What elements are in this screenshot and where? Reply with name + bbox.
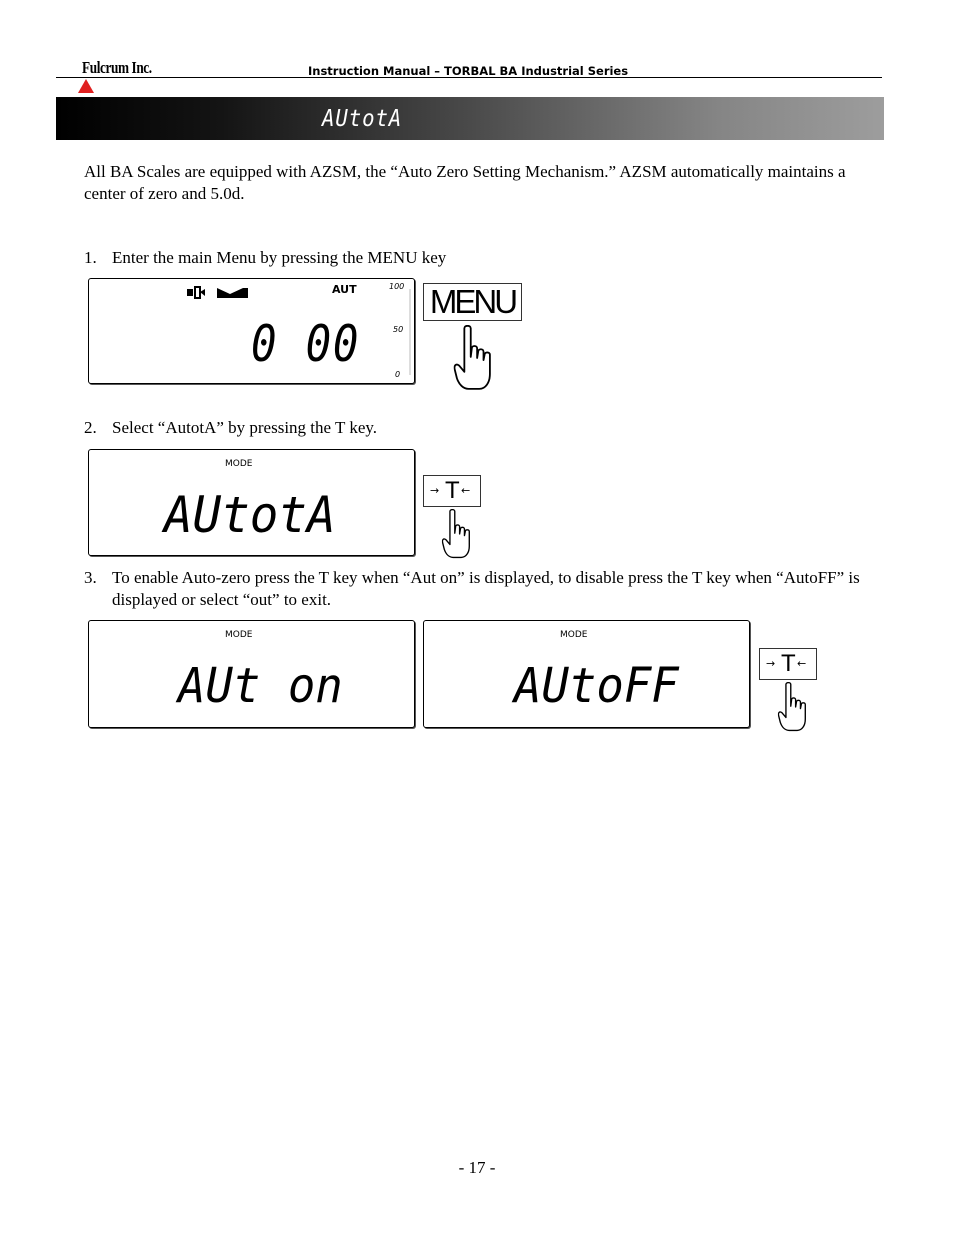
step-number: 3. — [84, 568, 97, 587]
section-banner — [56, 97, 884, 140]
pointing-hand-icon — [452, 325, 498, 391]
mode-label: MODE — [225, 459, 253, 469]
stable-indicator-icon — [217, 288, 248, 298]
arrow-left-icon: ← — [797, 657, 807, 670]
section-title: AUtotA — [322, 106, 403, 132]
step-number: 1. — [84, 248, 97, 267]
lcd-display-aut-on — [88, 620, 415, 728]
step-text: Select “AutotA” by pressing the T key. — [112, 418, 378, 437]
tare-key-label: T — [445, 477, 460, 504]
display-reading: AUtoFF — [514, 658, 679, 714]
menu-key-label: MENU — [429, 283, 516, 320]
mode-label: MODE — [560, 630, 588, 640]
step-number: 2. — [84, 418, 97, 437]
pointing-hand-icon — [441, 509, 475, 559]
lcd-display-autota — [88, 449, 415, 556]
mode-label: MODE — [225, 630, 253, 640]
tare-key[interactable] — [759, 648, 817, 680]
tare-key-label: T — [781, 650, 796, 677]
tare-key[interactable] — [423, 475, 481, 507]
pointing-hand-icon — [777, 682, 811, 732]
scale-0-label: 0 — [395, 370, 401, 379]
arrow-right-icon: → — [430, 484, 440, 497]
aut-indicator: AUT — [332, 283, 357, 296]
page-number: - 17 - — [458, 1158, 496, 1177]
lcd-display-autoff — [423, 620, 750, 728]
display-reading: AUtotA — [164, 486, 336, 544]
lcd-display-menu — [88, 278, 415, 384]
arrow-right-icon: → — [766, 657, 776, 670]
scale-50-label: 50 — [393, 325, 404, 334]
company-logo: Fulcrum Inc. — [82, 58, 152, 77]
logo-triangle-icon — [78, 79, 94, 93]
display-reading: AUt on — [178, 658, 343, 714]
arrow-left-icon: ← — [461, 484, 471, 497]
scale-100-label: 100 — [389, 282, 405, 291]
step-text: To enable Auto-zero press the T key when “Aut on” is displayed, to disable press the T key when “AutoFF” is displayed or select “out” to exit. — [112, 568, 860, 609]
manual-title: Instruction Manual – TORBAL BA Industrial Series — [308, 64, 629, 78]
step-text: Enter the main Menu by pressing the MENU key — [112, 248, 447, 267]
zero-indicator-icon — [187, 287, 205, 298]
menu-key[interactable] — [423, 283, 522, 321]
weight-reading: 0 00 — [251, 315, 361, 373]
header-divider — [56, 77, 882, 78]
intro-paragraph: All BA Scales are equipped with AZSM, the “Auto Zero Setting Mechanism.” AZSM automatically maintains a center of zero and 5.0d. — [84, 162, 846, 203]
